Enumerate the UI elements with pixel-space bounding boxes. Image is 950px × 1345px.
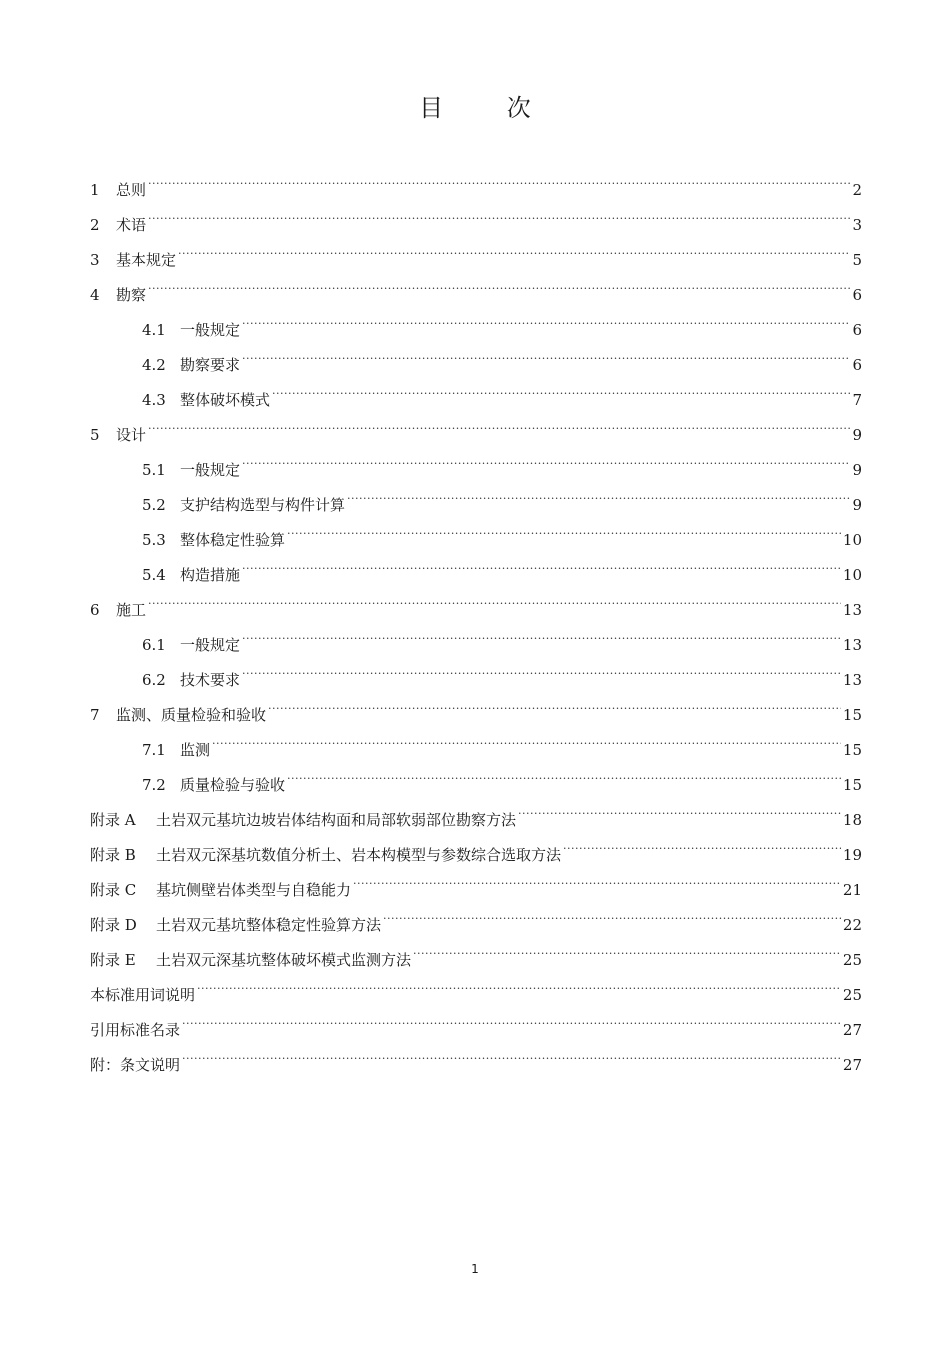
toc-entry-page: 25 xyxy=(842,951,862,969)
toc-entry-page: 19 xyxy=(842,846,862,864)
toc-entry-page: 7 xyxy=(852,391,862,409)
toc-entry-title: 勘察 xyxy=(116,286,147,304)
toc-dot-leader xyxy=(563,825,841,860)
toc-entry-number: 7.2 xyxy=(142,776,166,794)
toc-entry[interactable] xyxy=(90,580,862,619)
toc-entry-number: 6 xyxy=(90,601,100,619)
toc-entry[interactable] xyxy=(90,440,862,479)
toc-dot-leader xyxy=(178,230,850,265)
toc-entry-number: 4.3 xyxy=(142,391,166,409)
toc-dot-leader xyxy=(347,475,850,510)
toc-entry-number: 附录 D xyxy=(90,916,137,934)
page-number: 1 xyxy=(471,1262,479,1276)
toc-entry-page: 15 xyxy=(842,776,862,794)
toc-dot-leader xyxy=(272,370,850,405)
toc-entry-page: 9 xyxy=(852,461,862,479)
toc-entry-title: 土岩双元深基坑数值分析土、岩本构模型与参数综合选取方法 xyxy=(156,846,562,864)
toc-entry-number: 附录 A xyxy=(90,811,136,829)
toc-entry-page: 27 xyxy=(842,1021,862,1039)
toc-entry-page: 13 xyxy=(842,601,862,619)
toc-entry-page: 5 xyxy=(852,251,862,269)
toc-entry-title: 基坑侧壁岩体类型与自稳能力 xyxy=(156,881,352,899)
toc-dot-leader xyxy=(268,685,841,720)
toc-entry-page: 10 xyxy=(842,566,862,584)
toc-entry[interactable] xyxy=(90,1035,862,1074)
toc-entry-page: 15 xyxy=(842,706,862,724)
toc-entry-number: 3 xyxy=(90,251,100,269)
toc-entry-number: 附录 E xyxy=(90,951,136,969)
toc-dot-leader xyxy=(212,720,841,755)
toc-entry-page: 21 xyxy=(842,881,862,899)
toc-entry-page: 6 xyxy=(852,286,862,304)
toc-entry-number: 5.3 xyxy=(142,531,166,549)
toc-entry-number: 2 xyxy=(90,216,100,234)
toc-entry-number: 5 xyxy=(90,426,100,444)
toc-dot-leader xyxy=(148,160,850,195)
toc-entry-title: 勘察要求 xyxy=(180,356,241,374)
toc-entry-title: 一般规定 xyxy=(180,321,241,339)
toc-dot-leader xyxy=(353,860,841,895)
toc-entry-number: 4.2 xyxy=(142,356,166,374)
toc-entry[interactable] xyxy=(90,1000,862,1039)
toc-entry-page: 3 xyxy=(852,216,862,234)
page-title: 目 次 xyxy=(419,94,559,122)
toc-entry-page: 22 xyxy=(842,916,862,934)
toc-entry-title: 术语 xyxy=(116,216,147,234)
toc-entry-title: 一般规定 xyxy=(180,461,241,479)
table-of-contents xyxy=(90,160,862,1074)
toc-entry-title: 本标准用词说明 xyxy=(90,986,196,1004)
toc-dot-leader xyxy=(242,545,841,580)
toc-dot-leader xyxy=(413,930,841,965)
toc-dot-leader xyxy=(197,965,841,1000)
toc-dot-leader xyxy=(383,895,841,930)
toc-entry[interactable] xyxy=(90,160,862,199)
toc-entry-number: 附录 B xyxy=(90,846,136,864)
toc-entry-number: 6.1 xyxy=(142,636,166,654)
toc-entry[interactable] xyxy=(90,965,862,1004)
toc-entry-title: 引用标准名录 xyxy=(90,1021,181,1039)
toc-dot-leader xyxy=(287,755,841,790)
toc-entry-title: 监测 xyxy=(180,741,211,759)
toc-entry[interactable] xyxy=(90,405,862,444)
toc-entry-number: 1 xyxy=(90,181,100,199)
toc-entry-title: 质量检验与验收 xyxy=(180,776,286,794)
toc-dot-leader xyxy=(148,195,850,230)
toc-entry-number: 7.1 xyxy=(142,741,166,759)
toc-entry-title: 基本规定 xyxy=(116,251,177,269)
toc-entry-title: 整体破坏模式 xyxy=(180,391,271,409)
toc-entry-page: 18 xyxy=(842,811,862,829)
toc-dot-leader xyxy=(148,405,850,440)
toc-entry-title: 土岩双元深基坑整体破坏模式监测方法 xyxy=(156,951,412,969)
toc-entry-number: 5.4 xyxy=(142,566,166,584)
toc-entry[interactable] xyxy=(90,230,862,269)
toc-dot-leader xyxy=(287,510,841,545)
toc-entry-title: 土岩双元基坑边坡岩体结构面和局部软弱部位勘察方法 xyxy=(156,811,517,829)
toc-entry-page: 27 xyxy=(842,1056,862,1074)
toc-entry-title: 施工 xyxy=(116,601,147,619)
toc-entry-page: 9 xyxy=(852,496,862,514)
toc-entry-title: 监测、质量检验和验收 xyxy=(116,706,267,724)
toc-dot-leader xyxy=(242,615,841,650)
toc-entry-title: 整体稳定性验算 xyxy=(180,531,286,549)
toc-entry-number: 4.1 xyxy=(142,321,166,339)
toc-entry-page: 9 xyxy=(852,426,862,444)
toc-dot-leader xyxy=(518,790,841,825)
toc-entry-page: 2 xyxy=(852,181,862,199)
toc-entry-title: 一般规定 xyxy=(180,636,241,654)
toc-entry-page: 6 xyxy=(852,356,862,374)
toc-entry-number: 6.2 xyxy=(142,671,166,689)
toc-dot-leader xyxy=(182,1035,841,1070)
toc-dot-leader xyxy=(242,335,850,370)
toc-entry[interactable] xyxy=(90,195,862,234)
toc-entry-title: 构造措施 xyxy=(180,566,241,584)
toc-entry-number: 5.2 xyxy=(142,496,166,514)
toc-entry[interactable] xyxy=(90,265,862,304)
toc-entry-number: 附录 C xyxy=(90,881,137,899)
toc-entry-page: 13 xyxy=(842,636,862,654)
toc-dot-leader xyxy=(242,300,850,335)
toc-entry-page: 15 xyxy=(842,741,862,759)
toc-entry-number: 4 xyxy=(90,286,100,304)
toc-dot-leader xyxy=(242,440,850,475)
toc-dot-leader xyxy=(148,265,850,300)
toc-entry-title: 设计 xyxy=(116,426,147,444)
toc-entry-page: 13 xyxy=(842,671,862,689)
toc-entry[interactable] xyxy=(90,300,862,339)
toc-entry-title: 土岩双元基坑整体稳定性验算方法 xyxy=(156,916,382,934)
toc-entry-title: 支护结构选型与构件计算 xyxy=(180,496,346,514)
toc-dot-leader xyxy=(148,580,841,615)
toc-entry-title: 总则 xyxy=(116,181,147,199)
toc-entry-number: 7 xyxy=(90,706,100,724)
toc-entry-title: 技术要求 xyxy=(180,671,241,689)
toc-entry-page: 25 xyxy=(842,986,862,1004)
toc-entry-title: 附：条文说明 xyxy=(90,1056,181,1074)
toc-entry-page: 10 xyxy=(842,531,862,549)
toc-entry[interactable] xyxy=(90,615,862,654)
toc-dot-leader xyxy=(242,650,841,685)
toc-entry-number: 5.1 xyxy=(142,461,166,479)
toc-dot-leader xyxy=(182,1000,841,1035)
toc-entry-page: 6 xyxy=(852,321,862,339)
